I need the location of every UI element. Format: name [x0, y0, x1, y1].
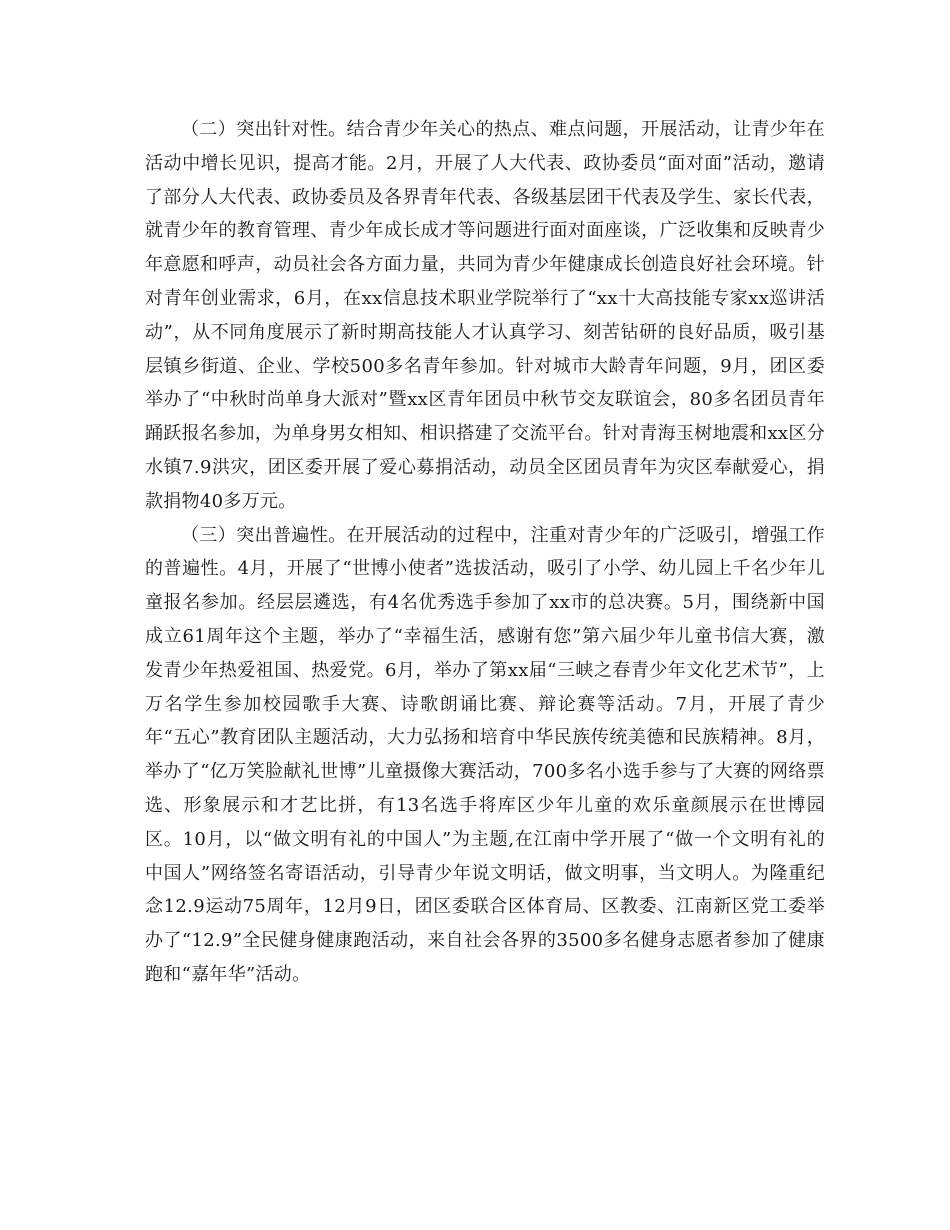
- text-line: （三）突出普遍性。在开展活动的过程中，注重对青少年的广泛吸引，增强: [181, 524, 789, 546]
- text-line: （二）突出针对性。结合青少年关心的热点、难点问题，开展活动，让青少: [181, 119, 789, 140]
- text-line: 动，700多名小选手参与了大赛的网络票选、形象展示和才艺比拼，有13名选手: [145, 761, 825, 816]
- text-line: 将库区少年儿童的欢乐童颜展示在世博园区。10月，以“做文明有礼的中国人”: [145, 794, 825, 850]
- text-line: “xx十大高技能专家xx巡讲活动”，从不同角度展示了新时期高技能人才认真: [145, 287, 825, 343]
- text-line: 广泛收集和反映青少年意愿和呼声，动员社会各方面力量，共同为青少年健康成: [145, 220, 825, 276]
- document-body: [145, 113, 825, 992]
- text-line: 民族传统美德和民族精神。8月，举办了“亿万笑脸献礼世博”儿童摄像大赛活: [145, 727, 825, 783]
- text-line: 生、家长代表，就青少年的教育管理、青少年成长成才等问题进行面对面座谈，: [145, 186, 825, 242]
- text-line: 长创造良好社会环境。针对青年创业需求，6月，在xx信息技术职业学院举行了: [145, 254, 825, 309]
- text-line: 等活动。7月，开展了青少年“五心”教育团队主题活动，大力弘扬和培育中华: [145, 693, 825, 749]
- text-line: 年儿童书信大赛，激发青少年热爱祖国、热爱党。6月，举办了第xx届“三峡之: [145, 625, 826, 681]
- text-line: 千名少年儿童报名参加。经层层遴选，有4名优秀选手参加了xx市的总决赛。5: [145, 558, 825, 614]
- text-line: 年团员中秋节交友联谊会，80多名团员青年踊跃报名参加，为单身男女相知、相: [145, 389, 825, 445]
- text-line: 活动，邀请了部分人大代表、政协委员及各界青年代表、各级基层团干代表及学: [145, 152, 825, 208]
- text-line: 青少年说文明话，做文明事，当文明人。为隆重纪念12.9运动75周年，12月9: [145, 862, 825, 918]
- text-line: 针对城市大龄青年问题，9月，团区委举办了“中秋时尚单身大派对”暨xx区青: [145, 355, 825, 411]
- text-line: 康跑活动，来自社会各界的3500多名健身志愿者参加了健康跑和“嘉年华”活动。: [145, 930, 825, 985]
- text-line: 为主题,在江南中学开展了“做一个文明有礼的中国人”网络签名寄语活动，引导: [145, 828, 825, 884]
- text-line: 春青少年文化艺术节”，上万名学生参加校园歌手大赛、诗歌朗诵比赛、辩论赛: [145, 659, 825, 715]
- text-line: 心募捐活动，动员全区团员青年为灾区奉献爱心，捐款捐物40多万元。: [145, 456, 825, 512]
- paragraph-targeted: [145, 113, 825, 519]
- text-line: 年在活动中增长见识，提高才能。2月，开展了人大代表、政协委员“面对面”: [145, 119, 825, 174]
- text-line: 学习、刻苦钻研的良好品质，吸引基层镇乡街道、企业、学校500多名青年参加。: [145, 321, 825, 377]
- text-line: 日，团区委联合区体育局、区教委、江南新区党工委举办了“12.9”全民健身健: [145, 896, 826, 952]
- paragraph-universal: [145, 519, 825, 992]
- text-line: 月，围绕新中国成立61周年这个主题，举办了“幸福生活，感谢有您”第六届少: [145, 592, 825, 647]
- text-line: 工作的普遍性。4月，开展了“世博小使者”选拔活动，吸引了小学、幼儿园上: [145, 524, 825, 580]
- text-line: 识搭建了交流平台。针对青海玉树地震和xx区分水镇7.9洪灾，团区委开展了爱: [145, 423, 825, 478]
